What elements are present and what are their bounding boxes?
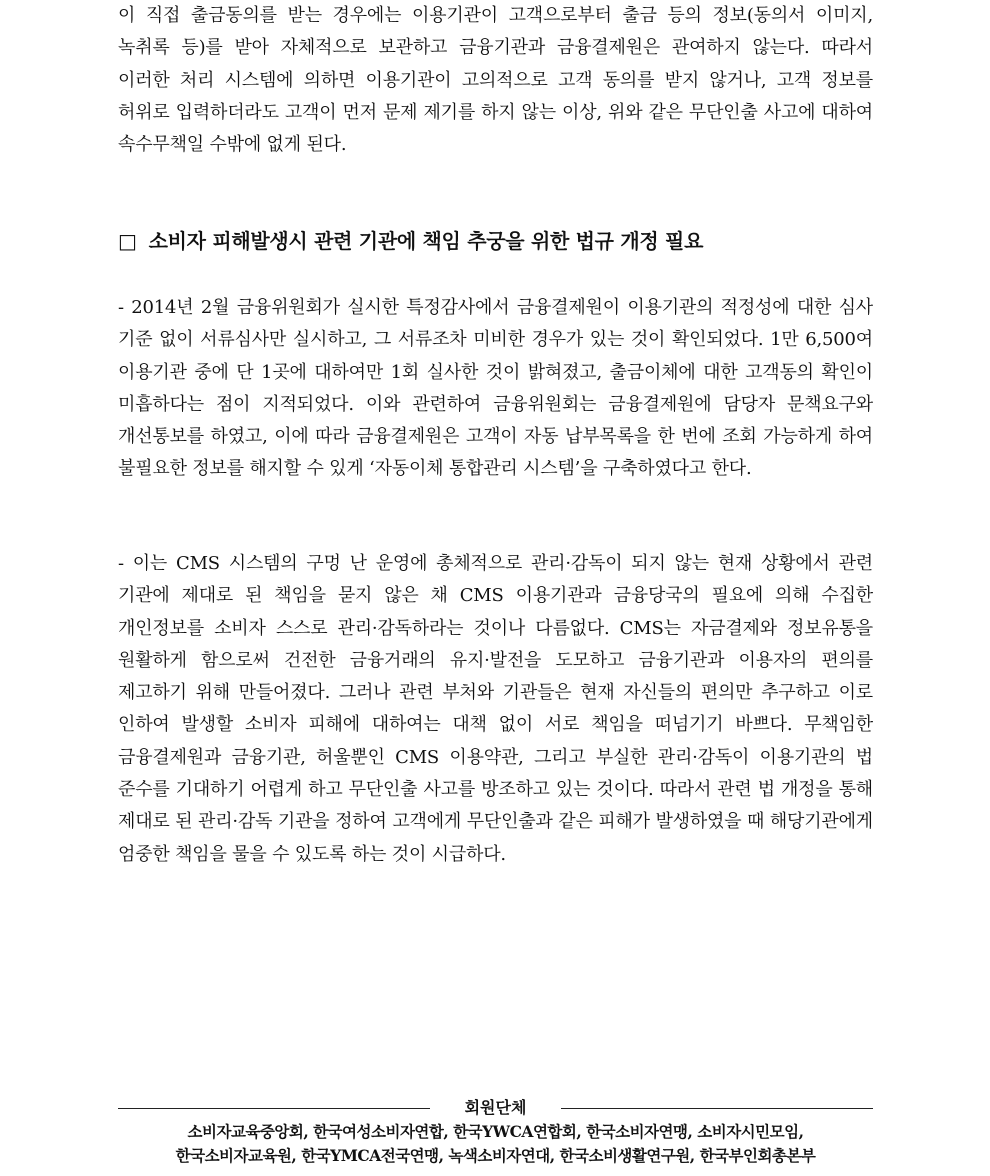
footer-members-line-1: 소비자교육중앙회, 한국여성소비자연합, 한국YWCA연합회, 한국소비자연맹, 소비자시민모임, (187, 1122, 804, 1141)
footer-title: 회원단체 (464, 1098, 527, 1117)
section-heading (118, 224, 873, 258)
section-paragraph-2: - 이는 CMS 시스템의 구멍 난 운영에 총체적으로 관리·감독이 되지 않는 현재 상황에서 관련 기관에 제대로 된 책임을 묻지 않은 채 CMS 이용기관과 금융당국의 필요에 의해 수집한 개인정보를 소비자 스스로 관리·감독하라는 것이나 다름없다. CMS는 자금결제와 정보유통을 원활하게 함으로써 건전한 금융거래의 유지·발전을 도모하고 금융기관과 이용자의 편의를 제고하기 위해 만들어졌다. 그러나 관련 부처와 기관들은 현재 자신들의 편의만 추구하고 이로 인하여 발생할 소비자 피해에 대하여는 대책 없이 서로 책임을 떠넘기기 바쁘다. 무책임한 금융결제원과 금융기관, 허울뿐인 CMS 이용약관, 그리고 부실한 관리·감독이 이용기관의 법 준수를 기대하기 어렵게 하고 무단인출 사고를 방조하고 있는 것이다. 따라서 관련 법 개정을 통해 제대로 된 관리·감독 기관을 정하여 고객에게 무단인출과 같은 피해가 발생하였을 때 해당기관에게 엄중한 책임을 물을 수 있도록 하는 것이 시급하다. (118, 553, 873, 865)
section-heading-text: 소비자 피해발생시 관련 기관에 책임 추궁을 위한 법규 개정 필요 (148, 229, 704, 253)
footer-divider-right (561, 1108, 873, 1109)
member-organizations-footer (118, 1097, 873, 1167)
top-paragraph: 이 직접 출금동의를 받는 경우에는 이용기관이 고객으로부터 출금 등의 정보(동의서 이미지, 녹취록 등)를 받아 자체적으로 보관하고 금융기관과 금융결제원은 관여하지 않는다. 따라서 이러한 처리 시스템에 의하면 이용기관이 고의적으로 고객 동의를 받지 않거나, 고객 정보를 허위로 입력하더라도 고객이 먼저 문제 제기를 하지 않는 이상, 위와 같은 무단인출 사고에 대하여 속수무책일 수밖에 없게 된다. (118, 5, 873, 156)
footer-title-row (118, 1097, 873, 1119)
section-paragraph-1: - 2014년 2월 금융위원회가 실시한 특정감사에서 금융결제원이 이용기관의 적정성에 대한 심사 기준 없이 서류심사만 실시하고, 그 서류조차 미비한 경우가 있는 것이 확인되었다. 1만 6,500여 이용기관 중에 단 1곳에 대하여만 1회 실사한 것이 밝혀졌고, 출금이체에 대한 고객동의 확인이 미흡하다는 점이 지적되었다. 이와 관련하여 금융위원회는 금융결제원에 담당자 문책요구와 개선통보를 하였고, 이에 따라 금융결제원은 고객이 자동 납부목록을 한 번에 조회 가능하게 하여 불필요한 정보를 해지할 수 있게 ‘자동이체 통합관리 시스템’을 구축하였다고 한다. (118, 297, 873, 480)
footer-members-line-2: 한국소비자교육원, 한국YMCA전국연맹, 녹색소비자연대, 한국소비생활연구원, 한국부인회총본부 (175, 1146, 816, 1165)
square-bullet-icon: □ (118, 229, 137, 253)
